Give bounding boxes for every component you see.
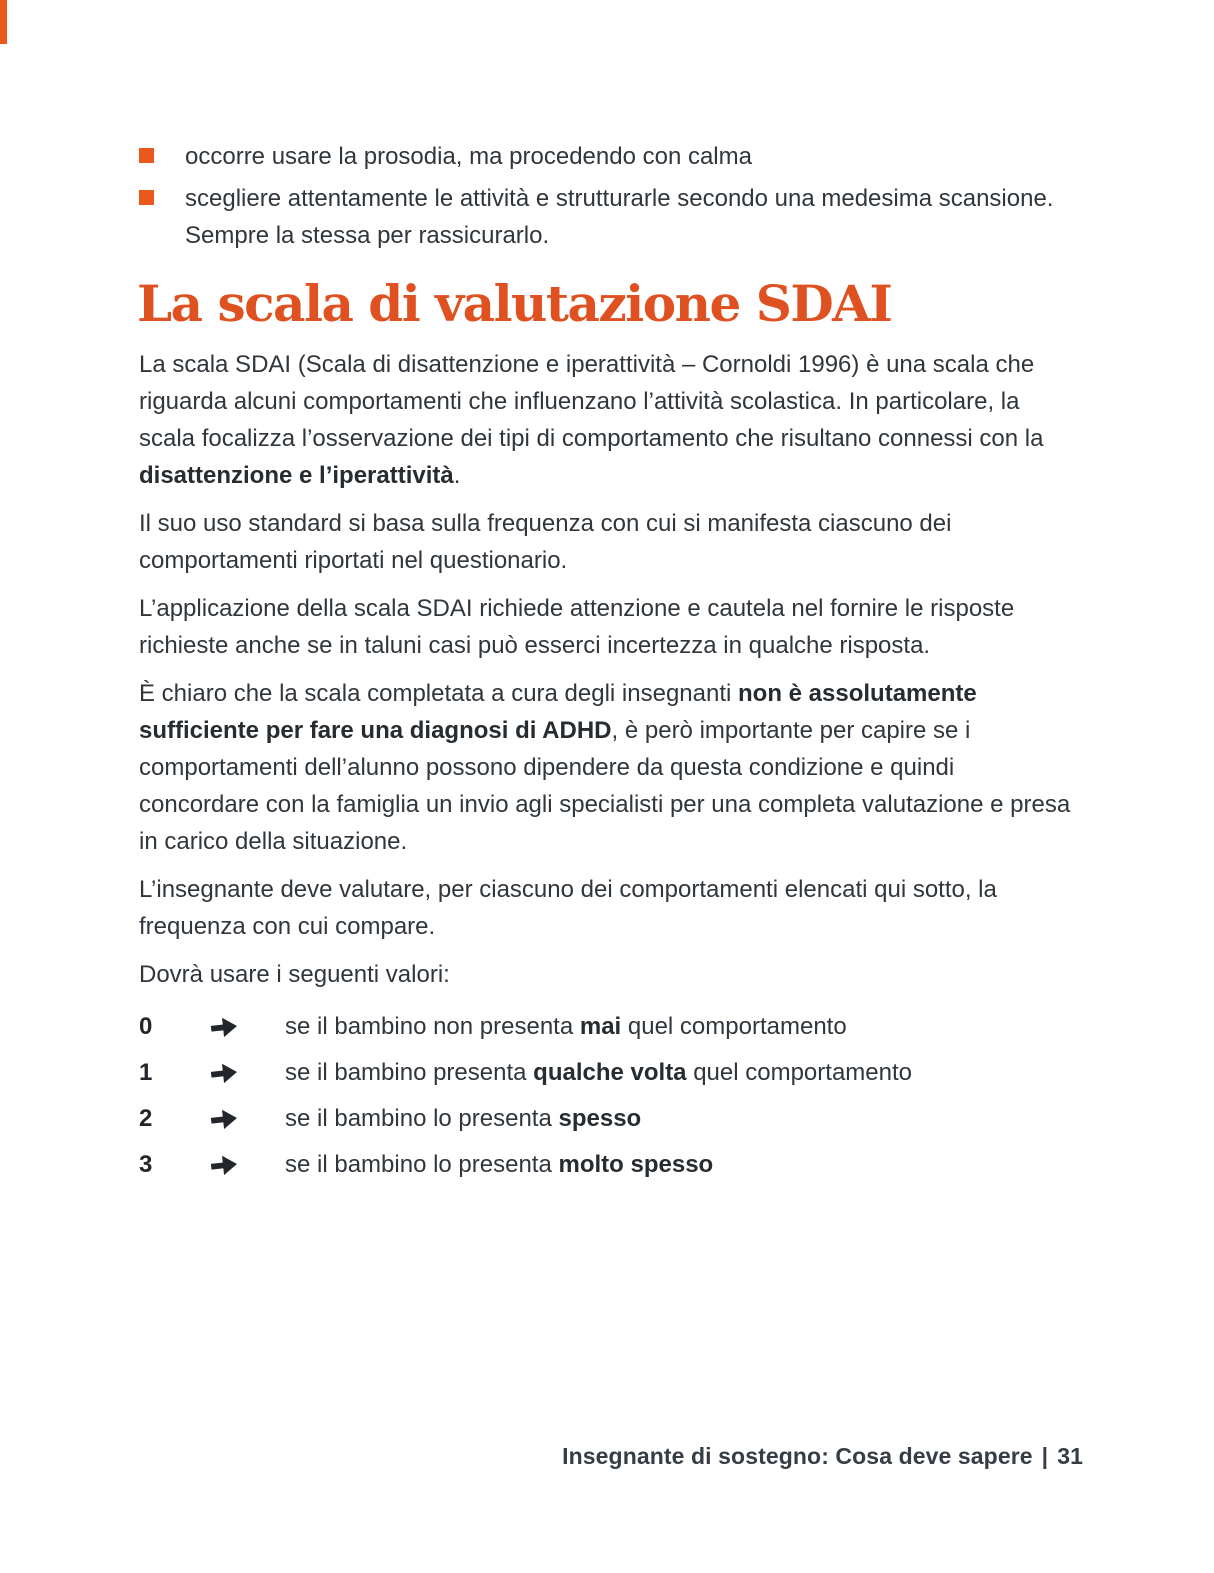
text-segment: , è però importante per capire se i comportamenti dell’alunno possono dipendere da questa condizione e quindi concordare con la famiglia un invio agli specialisti per una completa valutazione e presa in carico della situazione. [139, 716, 1071, 855]
text-segment: scegliere attentamente le attività e strutturarle secondo una medesima scansione. Sempre la stessa per rassicurarlo. [185, 185, 1054, 249]
bullet-item-text [185, 180, 1080, 254]
text-segment: . [453, 461, 461, 489]
body-paragraph [139, 956, 1080, 993]
text-segment: quel comportamento [621, 1012, 847, 1040]
text-segment: La scala SDAI (Scala di disattenzione e iperattività – Cornoldi 1996) è una scala che riguarda alcuni comportamenti che influenzano l’attività scolastica. In particolare, la scala focalizza l’osservazione dei tipi di comportamento che risultano connessi con la [139, 350, 1044, 452]
bold-text-segment: mai [579, 1012, 622, 1040]
square-bullet-icon [139, 148, 154, 163]
bullet-list [139, 138, 1080, 254]
scale-value: 2 [139, 1104, 153, 1132]
value-scale-row [139, 1008, 1080, 1045]
footer-running-title: Insegnante di sostegno: Cosa deve sapere [562, 1443, 1033, 1469]
square-bullet-icon [139, 190, 154, 205]
section-paragraphs [139, 346, 1080, 993]
scale-value: 0 [139, 1012, 153, 1040]
bold-text-segment: qualche volta [533, 1058, 687, 1086]
body-paragraph [139, 346, 1080, 494]
text-segment: se il bambino non presenta [285, 1012, 580, 1040]
text-segment: Dovrà usare i seguenti valori: [139, 960, 450, 988]
body-paragraph [139, 590, 1080, 664]
text-segment: L’insegnante deve valutare, per ciascuno dei comportamenti elencati qui sotto, la frequenza con cui compare. [139, 875, 997, 940]
text-segment: se il bambino lo presenta [285, 1104, 559, 1132]
section-title: La scala di valutazione SDAI [137, 274, 892, 333]
body-paragraph [139, 675, 1080, 860]
text-segment: quel comportamento [686, 1058, 912, 1086]
bold-text-segment: spesso [558, 1104, 642, 1132]
footer-page-number: 31 [1057, 1443, 1083, 1469]
bullet-list-item [139, 138, 1080, 175]
scale-description [285, 1054, 912, 1091]
body-paragraph [139, 505, 1080, 579]
page-footer [562, 1443, 1083, 1470]
arrow-right-icon [211, 1146, 285, 1177]
footer-separator: | [1041, 1443, 1049, 1469]
bullet-list-item [139, 180, 1080, 254]
text-segment: Il suo uso standard si basa sulla frequenza con cui si manifesta ciascuno dei comportamenti riportati nel questionario. [139, 509, 952, 574]
text-segment: È chiaro che la scala completata a cura degli insegnanti [139, 679, 739, 707]
page-content [139, 138, 1080, 1192]
arrow-right-icon [211, 1100, 285, 1131]
scale-description [285, 1008, 847, 1045]
text-segment: occorre usare la prosodia, ma procedendo con calma [185, 143, 752, 170]
bold-text-segment: non è assolutamente sufficiente per fare una diagnosi di ADHD [139, 679, 977, 744]
text-segment: se il bambino lo presenta [285, 1150, 559, 1178]
scale-description [285, 1146, 713, 1183]
body-paragraph [139, 871, 1080, 945]
scale-value: 3 [139, 1150, 153, 1178]
value-scale-row [139, 1100, 1080, 1137]
bold-text-segment: molto spesso [558, 1150, 714, 1178]
text-segment: L’applicazione della scala SDAI richiede attenzione e cautela nel fornire le risposte richieste anche se in taluni casi può esserci incertezza in qualche risposta. [139, 594, 1015, 659]
arrow-right-icon [211, 1054, 285, 1085]
text-segment: se il bambino presenta [285, 1058, 534, 1086]
arrow-right-icon [211, 1008, 285, 1039]
scale-description [285, 1100, 641, 1137]
scale-value: 1 [139, 1058, 153, 1086]
bullet-item-text [185, 138, 752, 175]
value-scale-row [139, 1054, 1080, 1091]
value-scale-list [139, 1008, 1080, 1183]
page-edge-accent-mark [0, 0, 7, 44]
bold-text-segment: disattenzione e l’iperattività [139, 461, 454, 489]
value-scale-row [139, 1146, 1080, 1183]
